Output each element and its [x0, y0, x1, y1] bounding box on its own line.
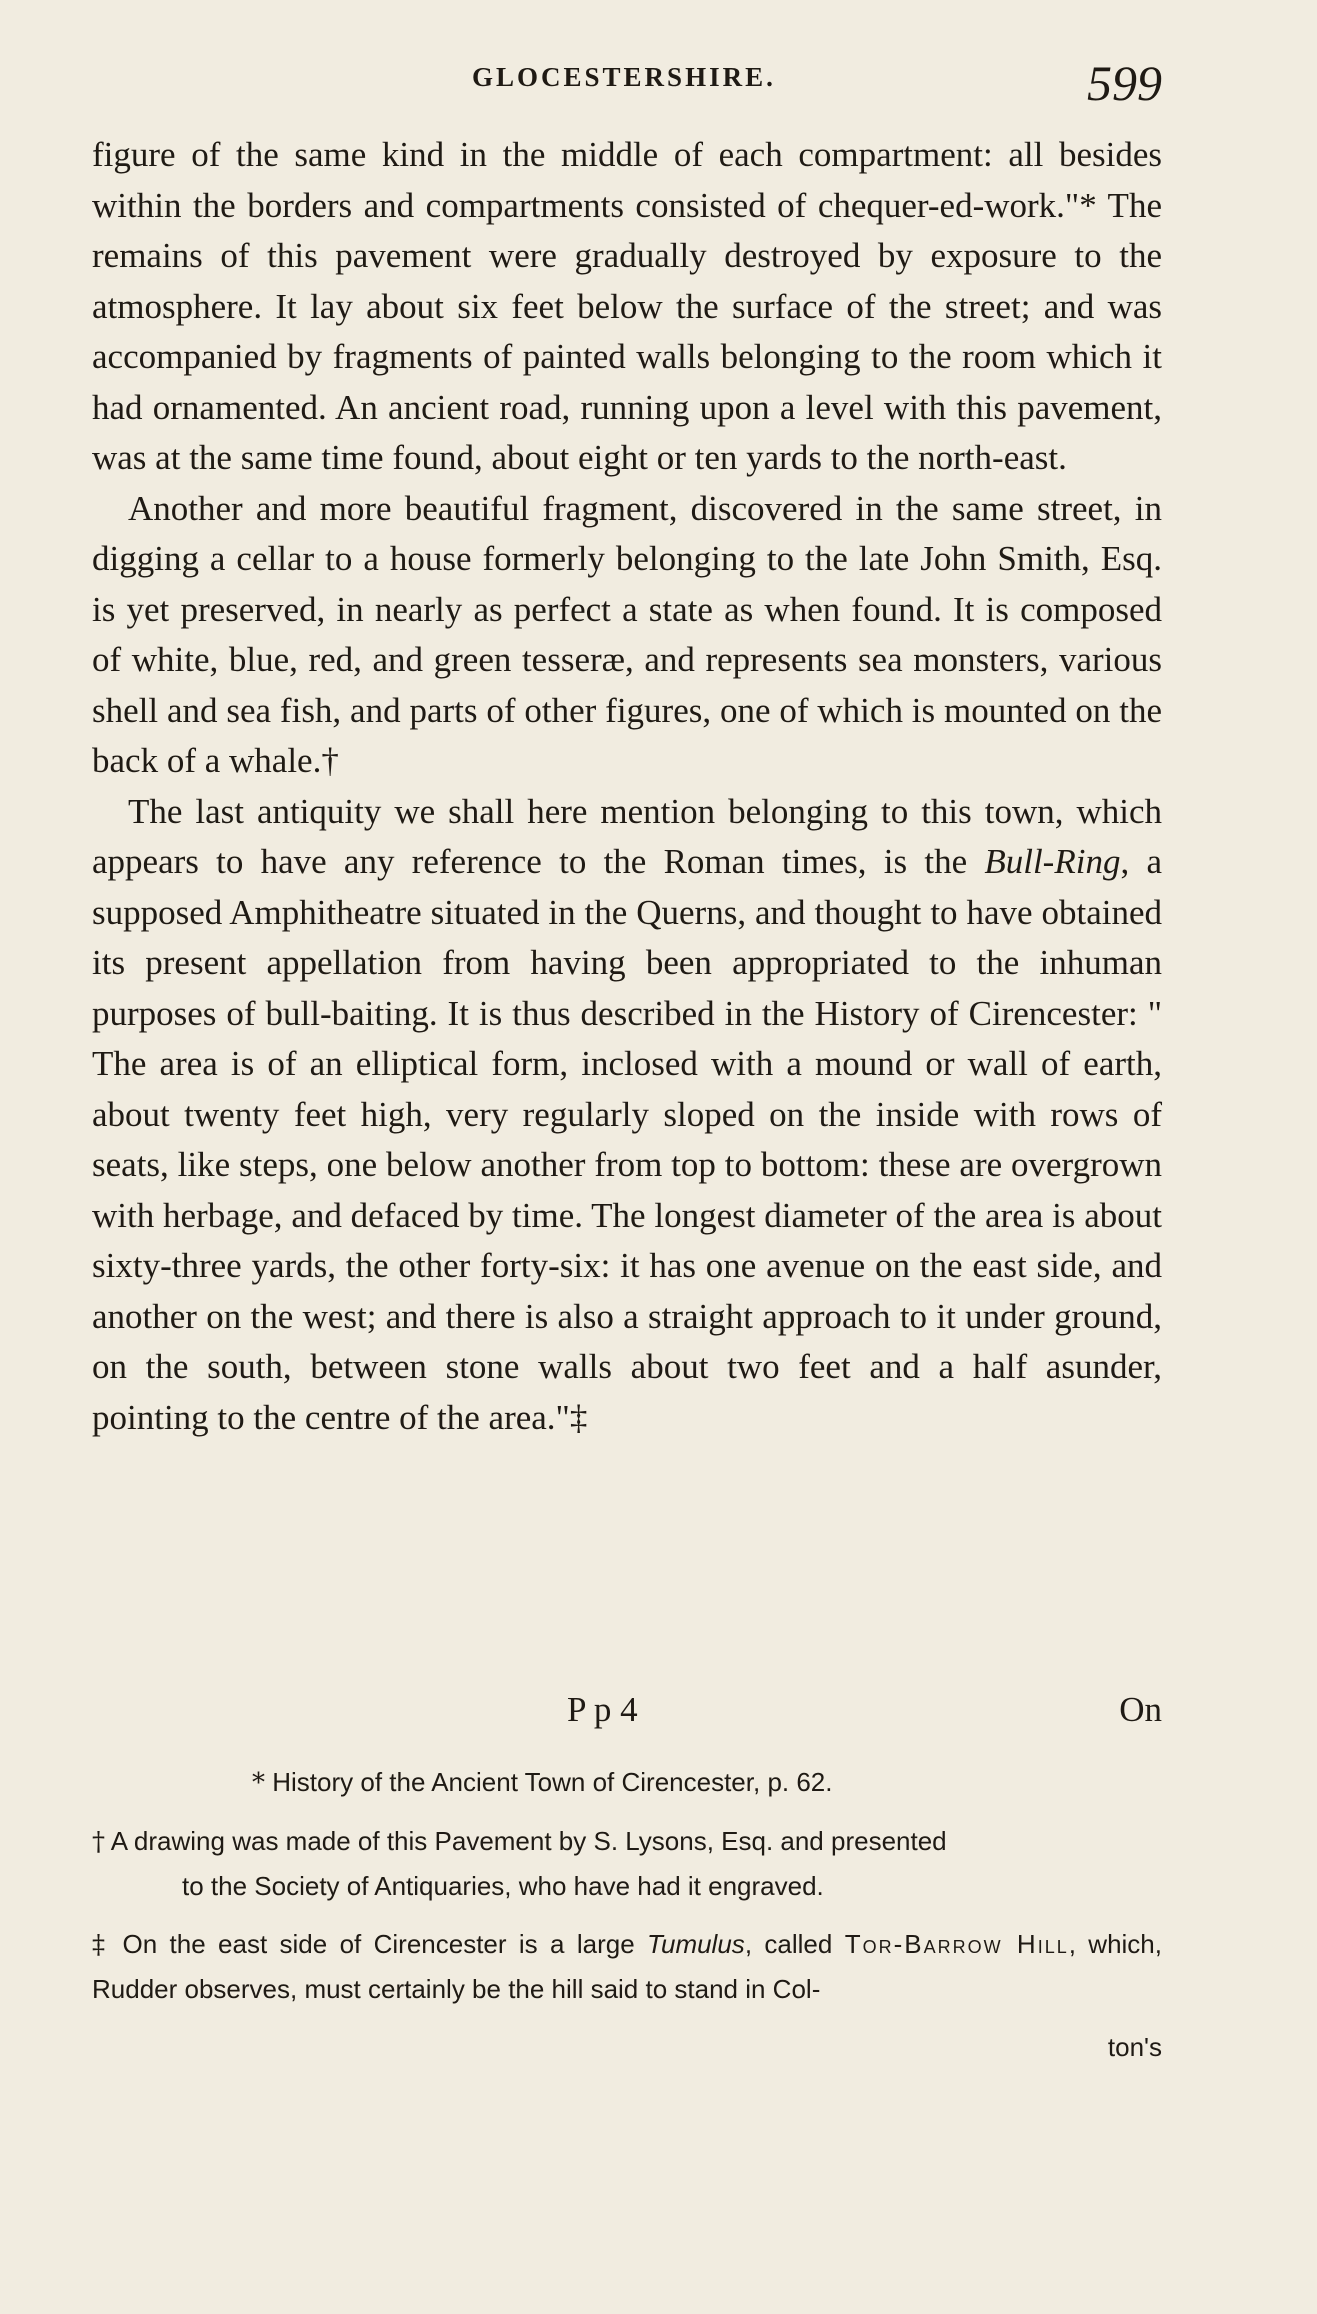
footnotes: [92, 1760, 1162, 2069]
paragraph-1-part-a: figure of the same kind in the middle of each compartment: all besides within the borders and compartments consisted of chequer-ed-work."*: [92, 135, 1162, 225]
footnote-3-part-b: , called: [744, 1929, 845, 1959]
paragraph-2: Another and more beautiful fragment, discovered in the same street, in digging a cellar to a house formerly belonging to the late John Smith, Esq. is yet preserved, in nearly as perfect a state as when found. It is composed of white, blue, red, and green tesseræ, and represents sea monsters, various shell and sea fish, and parts of other figures, one of which is mounted on the back of a whale.†: [92, 488, 1162, 780]
catchline: [92, 1690, 1162, 1740]
footnote-1: [92, 1760, 1162, 1805]
footnote-catchword: ton's: [1107, 2032, 1162, 2062]
tor-barrow-hill: Tor-Barrow Hill: [844, 1929, 1069, 1959]
footnote-3: [92, 1922, 1162, 2011]
running-head: GLOCESTERSHIRE.: [472, 62, 776, 92]
footnote-2-mark: †: [92, 1827, 105, 1857]
paragraph-3-part-b: , a supposed Amphitheatre situated in the Querns, and thought to have obtained its present appellation from having been appropriated to the inhuman purposes of bull-baiting. It is thus described in the History of Cirencester: " The area is of an elliptical form, inclosed with a mound or wall of earth, about twenty feet high, very regularly sloped on the inside with rows of seats, like steps, one below another from top to bottom: these are overgrown with herbage, and defaced by time. The longest diameter of the area is about sixty-three yards, the other forty-six: it has one avenue on the east side, and another on the west; and there is also a straight approach to it under ground, on the south, between stone walls about two feet and a half asunder, pointing to the centre of the area."‡: [92, 842, 1162, 1437]
footnote-3-mark: ‡: [92, 1930, 111, 1960]
bull-ring-term: Bull-Ring: [984, 842, 1121, 881]
footnote-2-line-2: to the Society of Antiquaries, who have had it engraved.: [182, 1871, 824, 1901]
page-header: [92, 54, 1162, 134]
footnote-1-text: History of the Ancient Town of Cirencester, p. 62.: [272, 1767, 833, 1797]
footnote-3-part-a: On the east side of Cirencester is a large: [122, 1929, 648, 1959]
catchword: On: [1119, 1690, 1162, 1729]
footnote-1-mark: *: [252, 1768, 265, 1798]
footnote-2-line-1: A drawing was made of this Pavement by S. Lysons, Esq. and presented: [110, 1826, 947, 1856]
paragraph-3-part-a: The last antiquity we shall here mention belonging to this town, which appears to have any reference to the Roman times, is the: [92, 791, 1162, 881]
signature-mark: P p 4: [567, 1690, 638, 1729]
footnote-2: [92, 1819, 1162, 1908]
body-text: [92, 130, 1162, 1443]
paragraph-3: [92, 787, 1162, 1444]
paragraph-1: [92, 130, 1162, 484]
paragraph-1-part-b: The remains of this pavement were gradually destroyed by exposure to the atmosphere. It lay about six feet below the surface of the street; and was accompanied by fragments of painted walls belonging to the room which it had ornamented. An ancient road, running upon a level with this pavement, was at the same time found, about eight or ten yards to the north-east.: [92, 185, 1162, 477]
page-number: 599: [1087, 55, 1162, 111]
tumulus-term: Tumulus: [647, 1929, 745, 1959]
footnote-3-part-c: , which, Rudder observes, must certainly be the hill said to stand in Col-: [92, 1929, 1162, 2004]
